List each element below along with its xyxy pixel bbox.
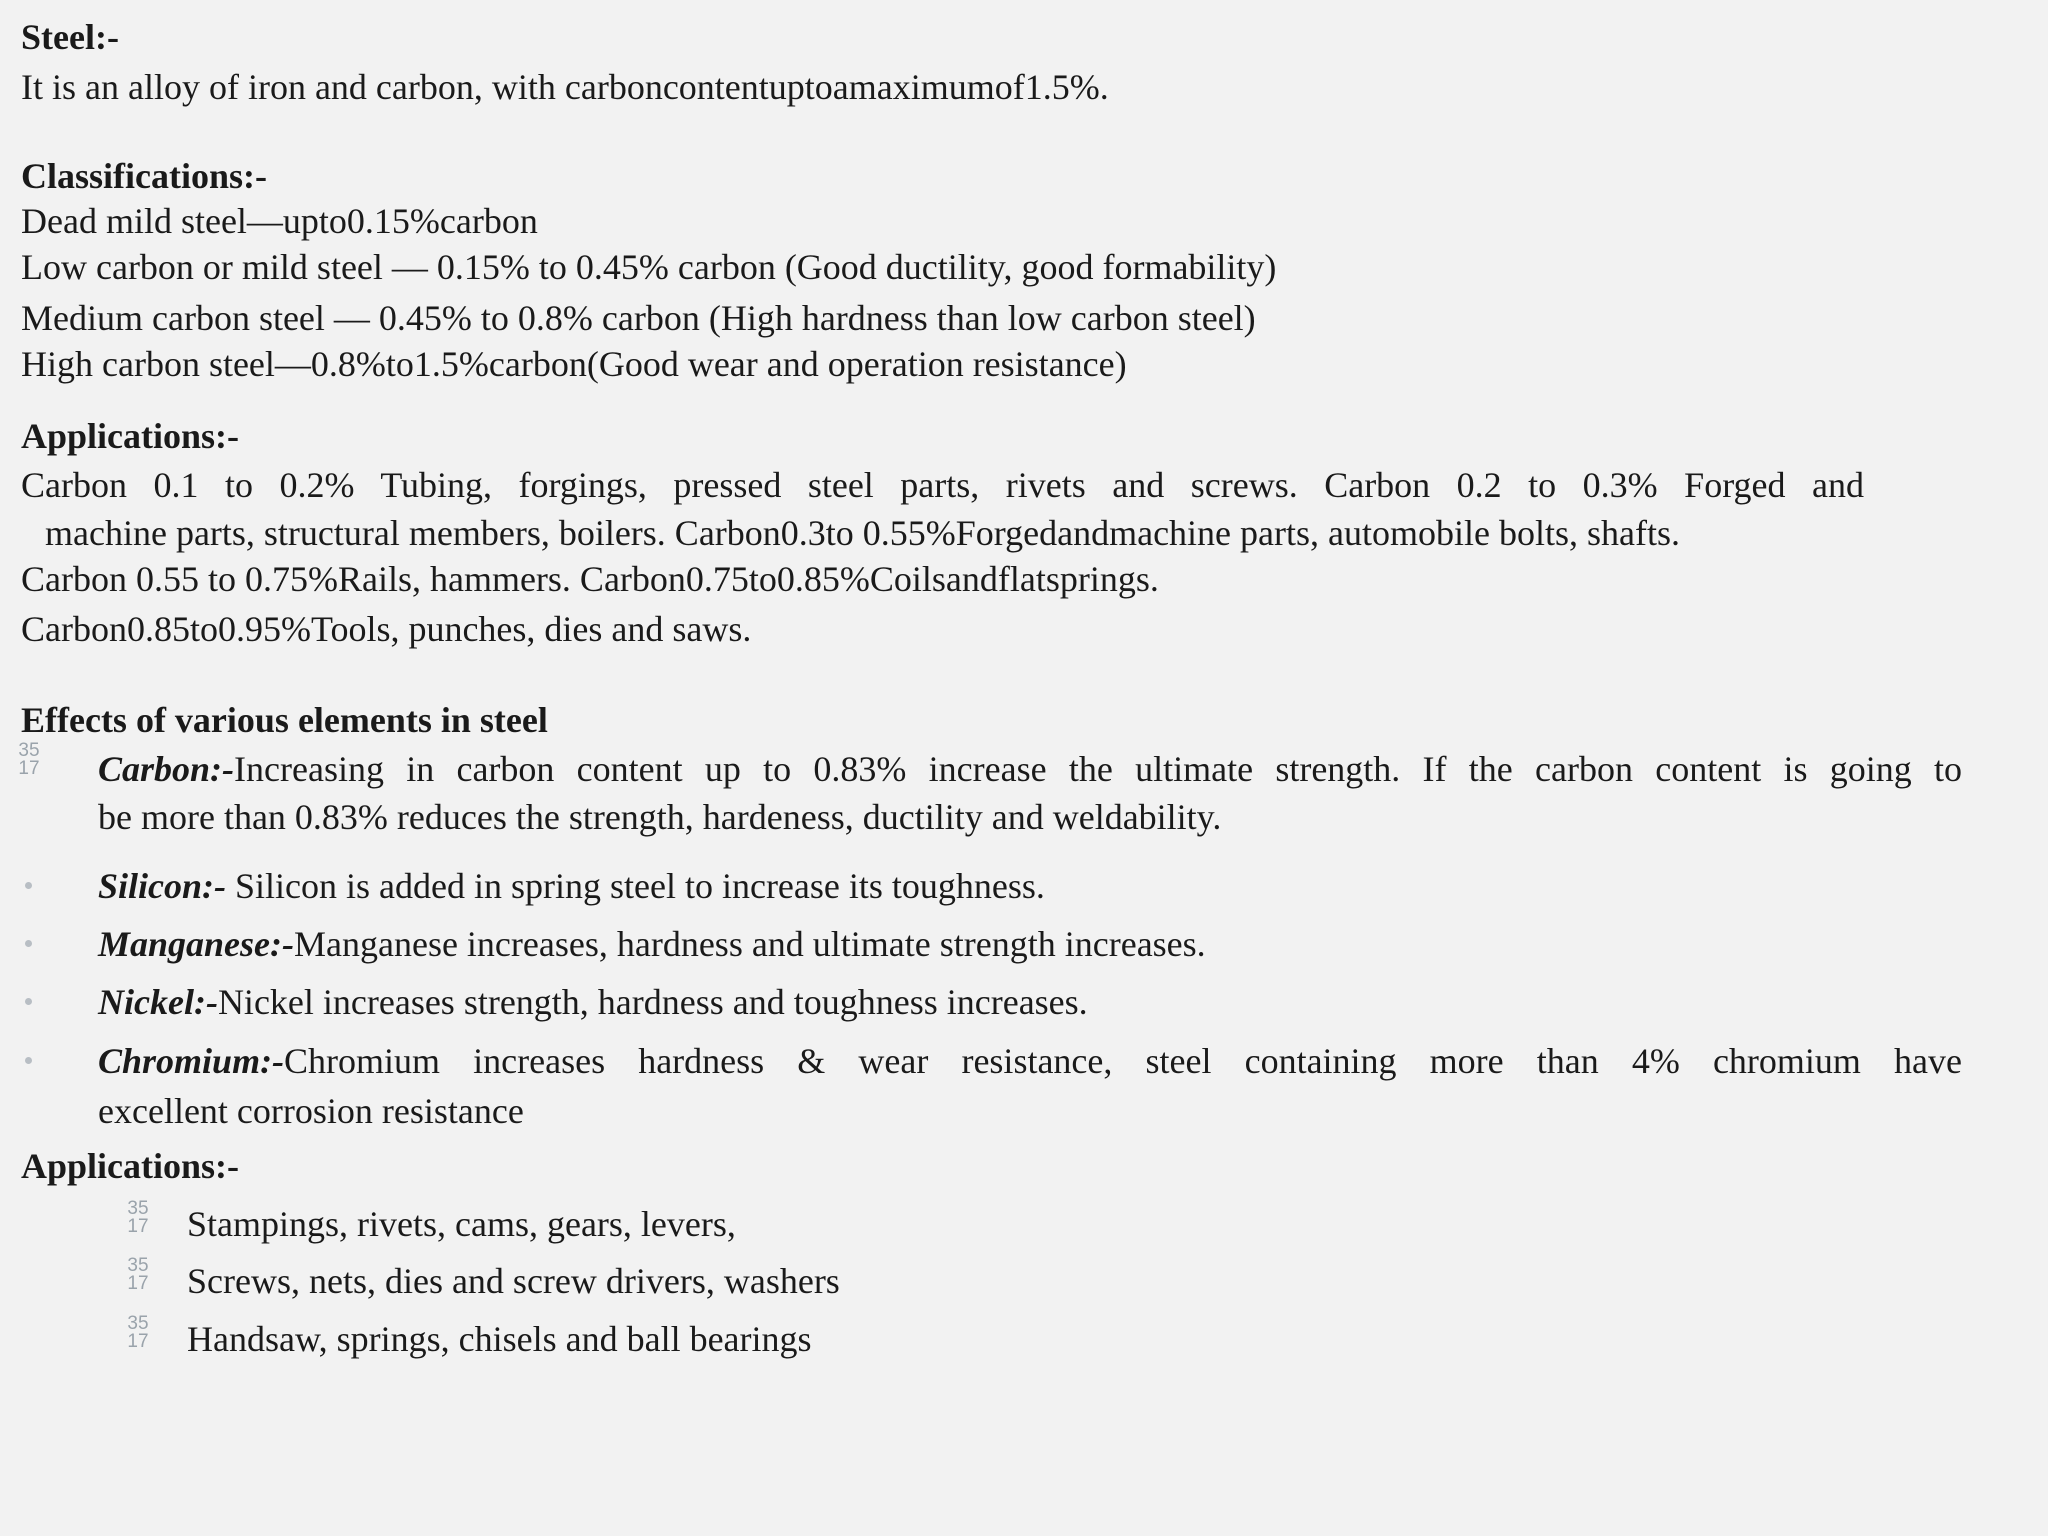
silicon-term: Silicon:- [98, 866, 227, 906]
application-list-marker: 35 17 [127, 1198, 149, 1237]
classification-item-medium-carbon: Medium carbon steel — 0.45% to 0.8% carbon (High hardness than low carbon steel) [21, 298, 1256, 338]
carbon-line-1: Carbon:-Increasing in carbon content up to 0.83% increase the ultimate strength. If the carbon content is going to [98, 749, 1962, 789]
bullet-dot-icon [25, 998, 32, 1005]
chromium-line-1: Chromium:-Chromium increases hardness & wear resistance, steel containing more than 4% chromium have [98, 1041, 1962, 1081]
applications-paragraph-line-1 [21, 462, 1864, 509]
application-item: Handsaw, springs, chisels and ball bearings [187, 1319, 812, 1359]
carbon-term: Carbon:- [98, 749, 235, 789]
chromium-item [98, 1036, 1962, 1086]
classifications-heading: Classifications:- [21, 156, 267, 196]
carbon-line-2: be more than 0.83% reduces the strength, hardeness, ductility and weldability. [98, 797, 1222, 837]
classification-item-dead-mild: Dead mild steel—upto0.15%carbon [21, 201, 538, 241]
application-list-marker: 35 17 [127, 1313, 149, 1352]
bullet-dot-icon [25, 940, 32, 947]
carbon-item [98, 745, 1962, 794]
manganese-term: Manganese:- [98, 924, 294, 964]
steel-heading: Steel:- [21, 17, 119, 57]
classification-item-high-carbon: High carbon steel—0.8%to1.5%carbon(Good wear and operation resistance) [21, 344, 1127, 384]
application-item: Stampings, rivets, cams, gears, levers, [187, 1204, 736, 1244]
application-list-marker: 35 17 [127, 1255, 149, 1294]
carbon-list-marker: 35 17 [18, 740, 40, 779]
bullet-dot-icon [25, 1057, 32, 1064]
nickel-item: Nickel:-Nickel increases strength, hardness and toughness increases. [98, 982, 1088, 1022]
applications-line-4: Carbon0.85to0.95%Tools, punches, dies and saws. [21, 609, 752, 649]
nickel-term: Nickel:- [98, 982, 218, 1022]
silicon-item: Silicon:- Silicon is added in spring steel to increase its toughness. [98, 866, 1045, 906]
application-item: Screws, nets, dies and screw drivers, washers [187, 1261, 840, 1301]
chromium-line-2: excellent corrosion resistance [98, 1091, 524, 1131]
effects-heading: Effects of various elements in steel [21, 700, 548, 740]
bullet-dot-icon [25, 882, 32, 889]
applications-line-1: Carbon 0.1 to 0.2% Tubing, forgings, pressed steel parts, rivets and screws. Carbon 0.2 to 0.3% Forged and [21, 465, 1864, 505]
applications-heading-1: Applications:- [21, 416, 240, 456]
applications-heading-2: Applications:- [21, 1146, 240, 1186]
classification-item-low-carbon: Low carbon or mild steel — 0.15% to 0.45% carbon (Good ductility, good formability) [21, 247, 1277, 287]
steel-definition: It is an alloy of iron and carbon, with carboncontentuptoamaximumof1.5%. [21, 67, 1109, 107]
applications-line-3: Carbon 0.55 to 0.75%Rails, hammers. Carbon0.75to0.85%Coilsandflatsprings. [21, 559, 1159, 599]
manganese-item: Manganese:-Manganese increases, hardness and ultimate strength increases. [98, 924, 1206, 964]
chromium-term: Chromium:- [98, 1041, 285, 1081]
applications-line-2: machine parts, structural members, boilers. Carbon0.3to 0.55%Forgedandmachine parts, automobile bolts, shafts. [45, 513, 1680, 553]
